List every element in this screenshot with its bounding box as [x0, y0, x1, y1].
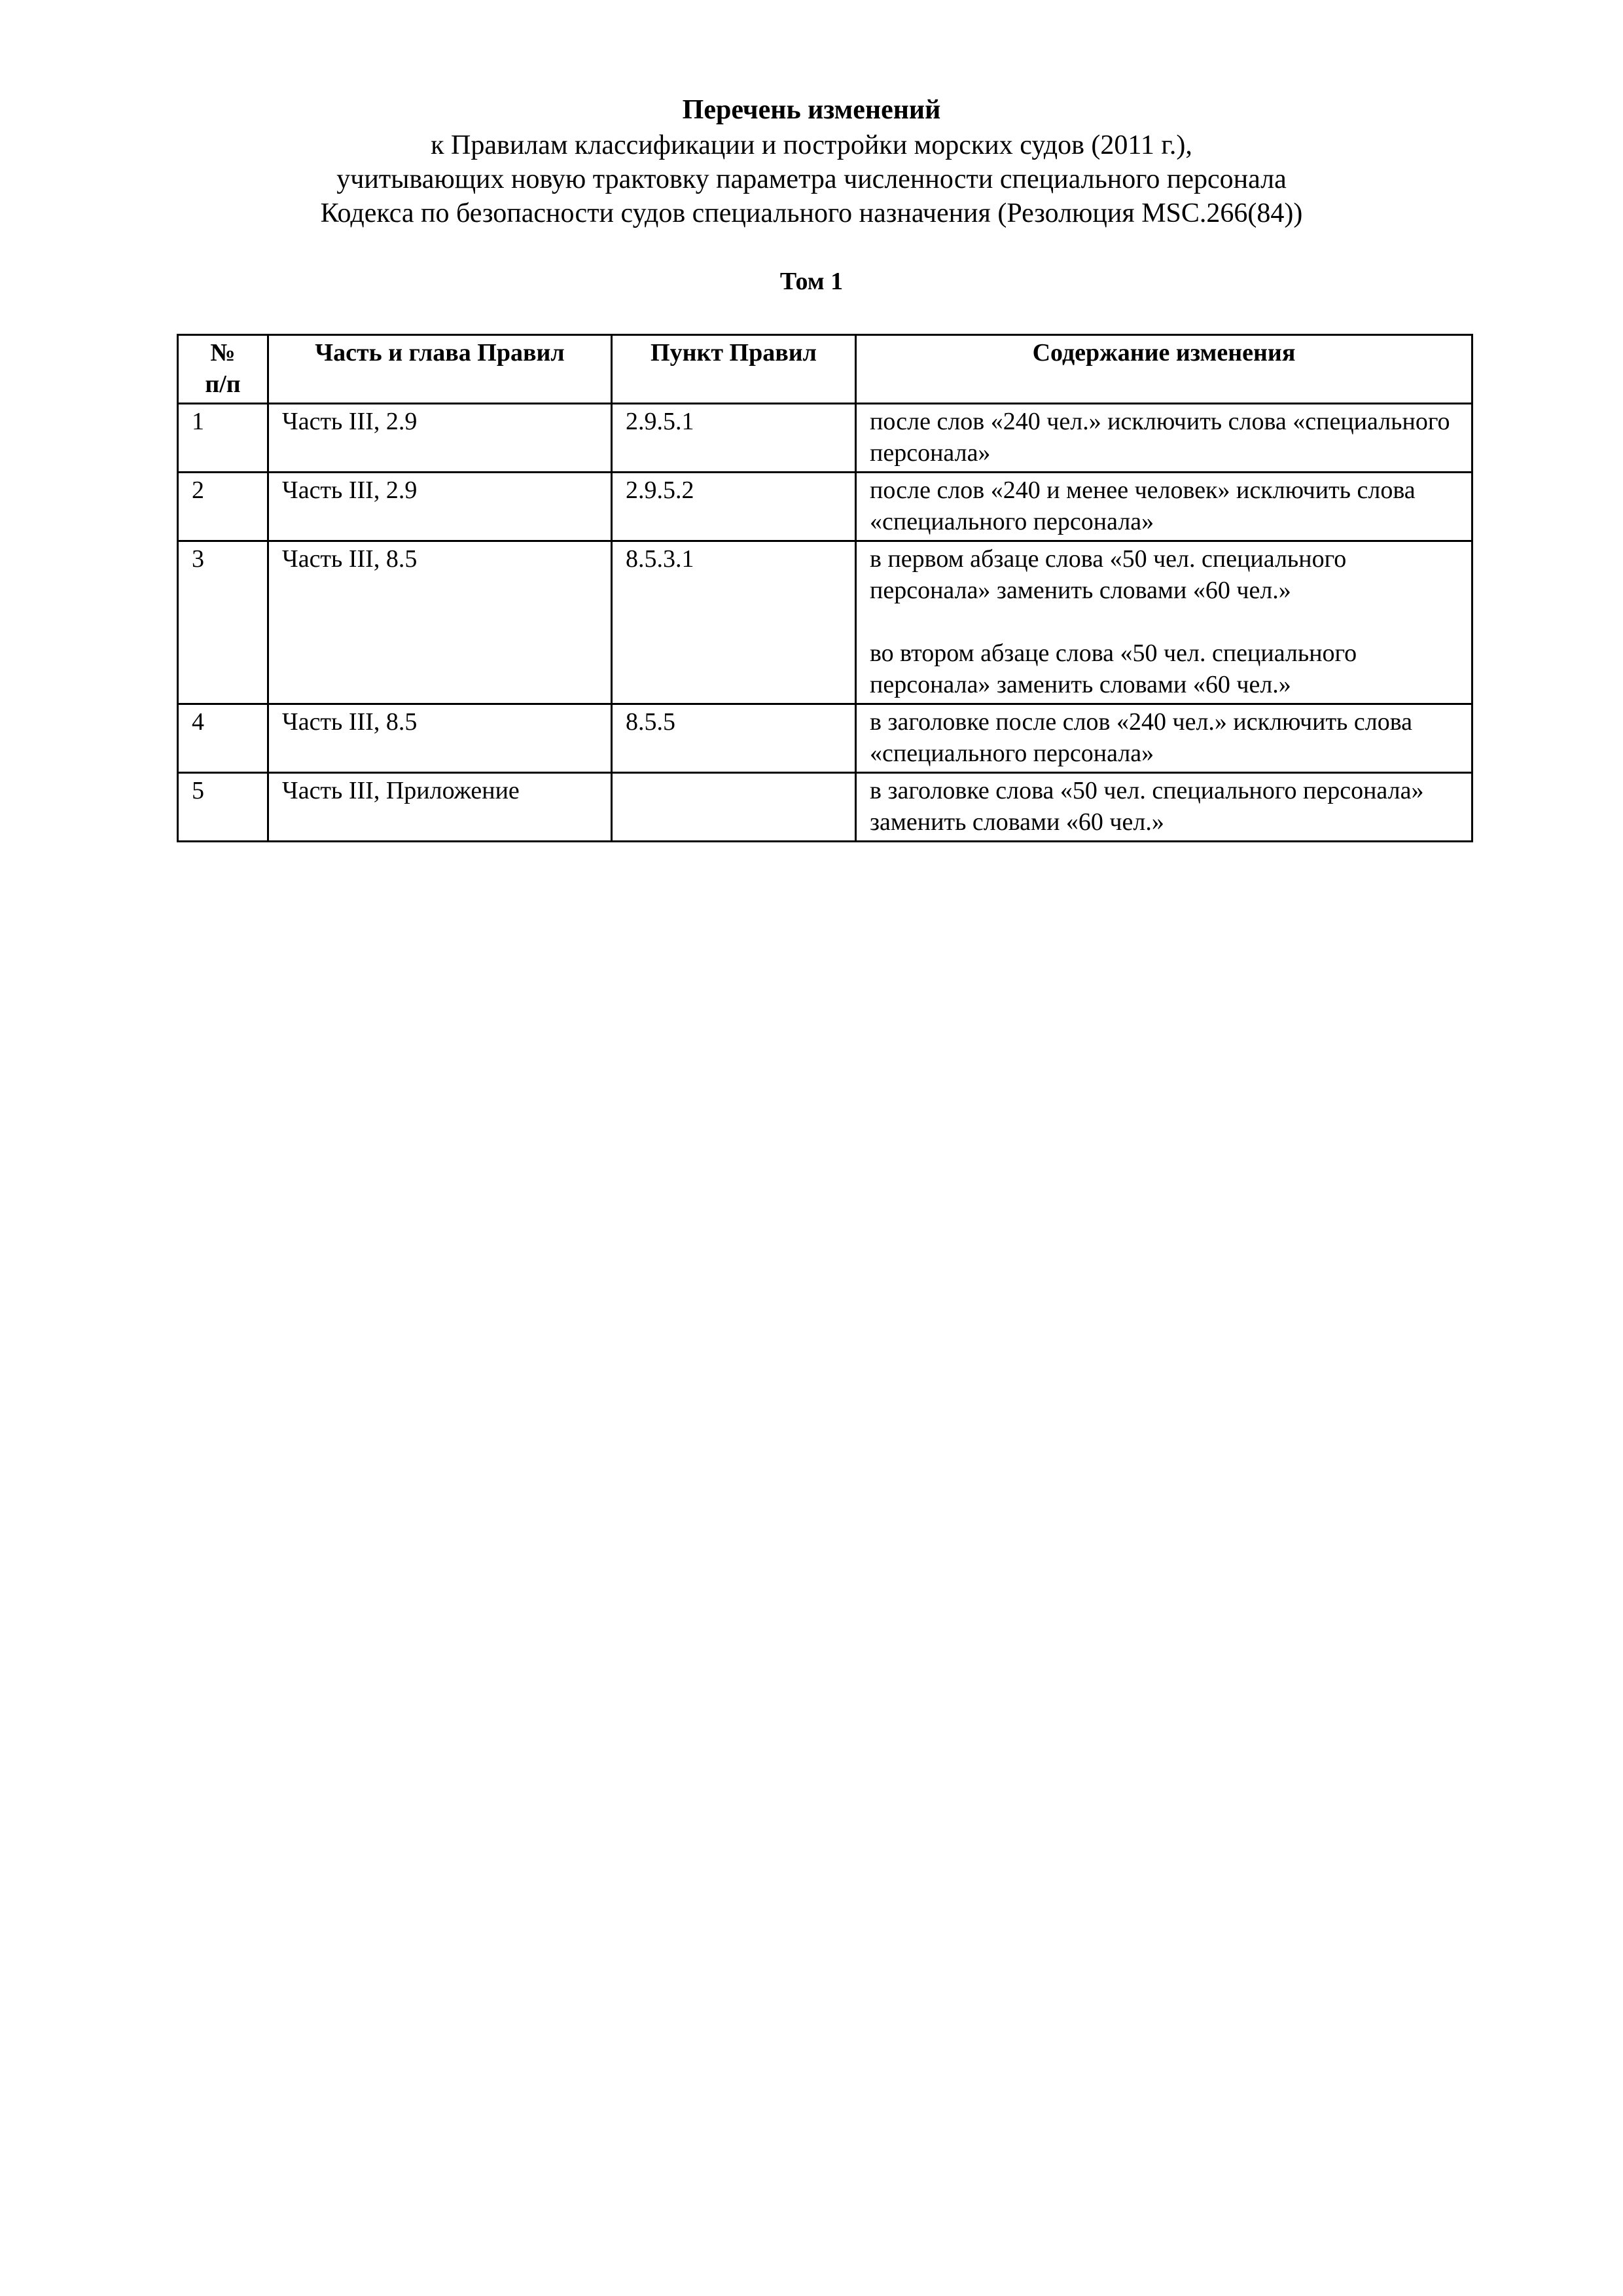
cell-part: Часть III, 8.5	[268, 704, 612, 773]
cell-clause: 2.9.5.1	[612, 404, 856, 473]
cell-number: 4	[178, 704, 268, 773]
header-clause: Пункт Правил	[612, 335, 856, 404]
table-row	[178, 473, 1472, 541]
cell-number: 1	[178, 404, 268, 473]
changes-table	[177, 334, 1473, 842]
cell-part: Часть III, 2.9	[268, 404, 612, 473]
content-paragraph: в заголовке после слов «240 чел.» исключить слова «специального персонала»	[870, 708, 1413, 767]
content-paragraph: в первом абзаце слова «50 чел. специального персонала» заменить словами «60 чел.»	[870, 545, 1347, 604]
table-row	[178, 541, 1472, 704]
cell-number: 3	[178, 541, 268, 704]
cell-content	[856, 773, 1472, 842]
header-number-line1: №	[210, 339, 236, 367]
cell-number: 5	[178, 773, 268, 842]
content-paragraph: после слов «240 чел.» исключить слова «специального персонала»	[870, 408, 1450, 467]
cell-clause	[612, 773, 856, 842]
cell-part: Часть III, Приложение	[268, 773, 612, 842]
table-row	[178, 404, 1472, 473]
header-number	[178, 335, 268, 404]
table-row	[178, 773, 1472, 842]
cell-clause: 8.5.3.1	[612, 541, 856, 704]
content-paragraph: во втором абзаце слова «50 чел. специального персонала» заменить словами «60 чел.»	[870, 639, 1357, 698]
document-title: Перечень изменений	[682, 95, 941, 125]
paragraph-spacer	[870, 606, 1458, 637]
content-paragraph: в заголовке слова «50 чел. специального персонала» заменить словами «60 чел.»	[870, 777, 1424, 836]
cell-clause: 8.5.5	[612, 704, 856, 773]
cell-content	[856, 704, 1472, 773]
header-part: Часть и глава Правил	[268, 335, 612, 404]
table-row	[178, 704, 1472, 773]
header-number-line2: п/п	[205, 370, 241, 398]
cell-content	[856, 404, 1472, 473]
content-paragraph: после слов «240 и менее человек» исключить слова «специального персонала»	[870, 476, 1416, 535]
volume-label: Том 1	[779, 268, 844, 295]
table-header-row	[178, 335, 1472, 404]
cell-number: 2	[178, 473, 268, 541]
cell-content	[856, 541, 1472, 704]
cell-content	[856, 473, 1472, 541]
header-content: Содержание изменения	[856, 335, 1472, 404]
subtitle-line-3: Кодекса по безопасности судов специального назначения (Резолюция MSC.266(84))	[320, 198, 1303, 228]
cell-part: Часть III, 2.9	[268, 473, 612, 541]
subtitle-line-1: к Правилам классификации и постройки морских судов (2011 г.),	[431, 130, 1192, 160]
cell-clause: 2.9.5.2	[612, 473, 856, 541]
cell-part: Часть III, 8.5	[268, 541, 612, 704]
subtitle-line-2: учитывающих новую трактовку параметра численности специального персонала	[336, 164, 1287, 194]
document-header	[0, 92, 1623, 230]
